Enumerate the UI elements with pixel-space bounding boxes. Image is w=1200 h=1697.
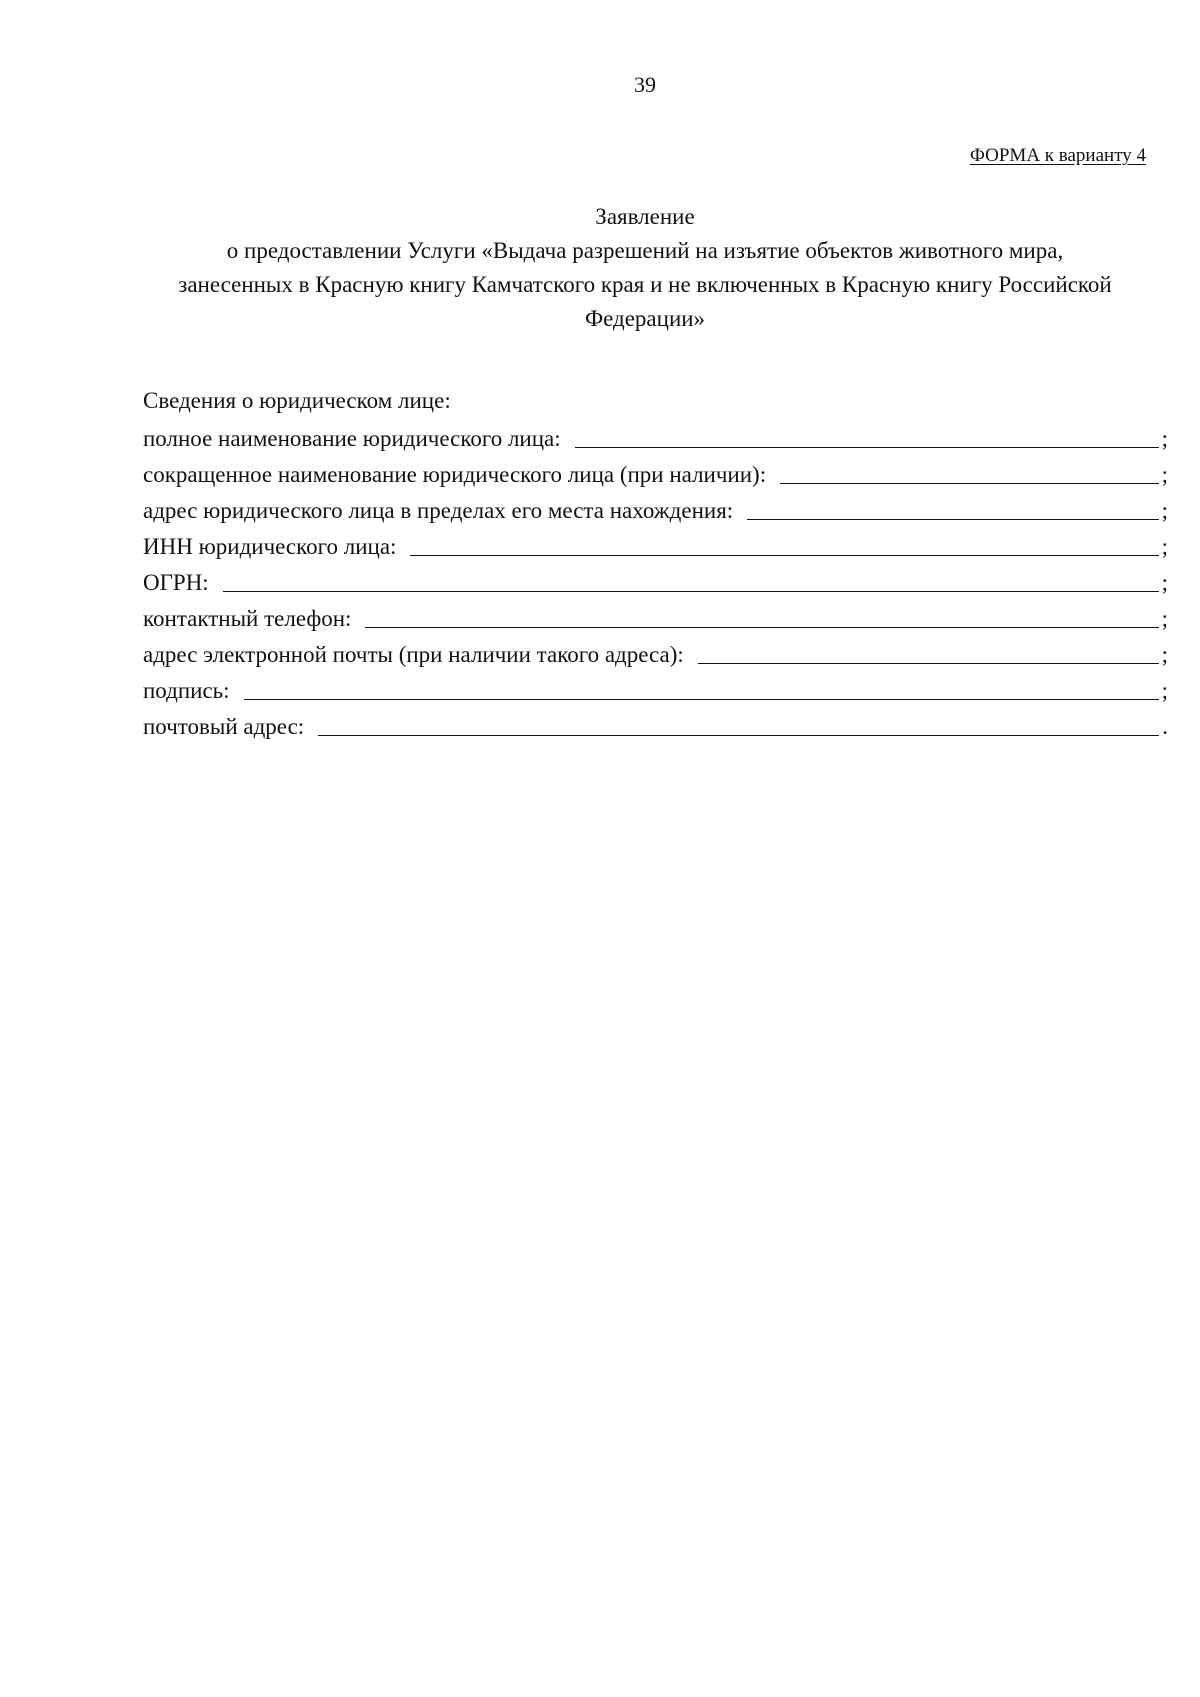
field-terminator: ; [1161, 606, 1168, 631]
form-reference: ФОРМА к варианту 4 [969, 145, 1146, 166]
field-terminator: ; [1161, 534, 1168, 559]
title-line: занесенных в Красную книгу Камчатского края и не включенных в Красную книгу Российской [178, 272, 1112, 297]
field-full-name [143, 420, 1168, 456]
section-label: Сведения о юридическом лице: [143, 388, 451, 413]
legal-entity-fields [143, 384, 1168, 744]
field-terminator: . [1162, 714, 1168, 739]
field-terminator: ; [1161, 426, 1168, 451]
signature-blank[interactable] [244, 679, 1159, 700]
page-number: 39 [634, 72, 656, 97]
field-terminator: ; [1161, 570, 1168, 595]
field-label: адрес электронной почты (при наличии такого адреса): [143, 642, 684, 667]
field-label: ОГРН: [143, 570, 209, 595]
field-label: сокращенное наименование юридического лица (при наличии): [143, 462, 767, 487]
inn-blank[interactable] [410, 535, 1159, 556]
title-heading: Заявление [595, 204, 695, 229]
field-ogrn [143, 564, 1168, 600]
field-address [143, 492, 1168, 528]
address-blank[interactable] [747, 499, 1159, 520]
full-name-blank[interactable] [575, 427, 1159, 448]
title-line: о предоставлении Услуги «Выдача разрешений на изъятие объектов животного мира, [226, 238, 1064, 263]
field-postal-address [143, 708, 1168, 744]
postal-address-blank[interactable] [318, 715, 1159, 736]
field-label: контактный телефон: [143, 606, 352, 631]
field-inn [143, 528, 1168, 564]
field-short-name [143, 456, 1168, 492]
field-terminator: ; [1161, 498, 1168, 523]
field-label: почтовый адрес: [143, 714, 305, 739]
field-label: адрес юридического лица в пределах его места нахождения: [143, 498, 734, 523]
title-line: Федерации» [584, 306, 706, 331]
field-terminator: ; [1161, 678, 1168, 703]
field-label: ИНН юридического лица: [143, 534, 397, 559]
ogrn-blank[interactable] [223, 571, 1159, 592]
field-label: полное наименование юридического лица: [143, 426, 561, 451]
field-signature [143, 672, 1168, 708]
field-phone [143, 600, 1168, 636]
field-terminator: ; [1161, 462, 1168, 487]
phone-blank[interactable] [365, 607, 1159, 628]
field-terminator: ; [1161, 642, 1168, 667]
short-name-blank[interactable] [780, 463, 1159, 484]
field-email [143, 636, 1168, 672]
document-title [130, 200, 1160, 336]
field-label: подпись: [143, 678, 230, 703]
email-blank[interactable] [698, 643, 1159, 664]
